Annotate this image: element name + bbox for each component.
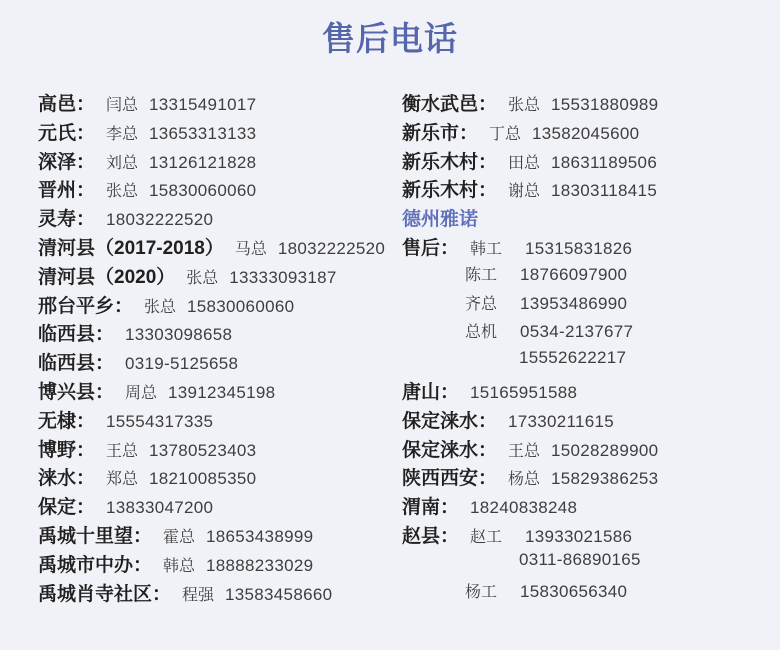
phone-number: 13780523403: [149, 440, 257, 460]
location-label: 涞水：: [38, 468, 96, 490]
location-label: 售后：: [402, 237, 460, 259]
contact-row: [38, 521, 402, 550]
contact-row: [38, 463, 402, 492]
phone-number: 13933021586: [525, 526, 633, 546]
section-title: 德州雅诺: [402, 209, 479, 231]
contact-name: 赵工: [470, 528, 503, 546]
contact-row: [38, 262, 402, 291]
phone-number: 18653438999: [206, 526, 314, 546]
contact-row: [402, 348, 780, 377]
contact-row: [38, 118, 402, 147]
contact-name: 田总: [508, 154, 541, 172]
contact-name: 齐总: [465, 295, 498, 313]
location-label: 新乐木村：: [402, 151, 498, 173]
location-label: 晋州：: [38, 180, 96, 202]
contact-name: 张总: [144, 298, 177, 316]
contact-row: [38, 291, 402, 320]
contact-name: 程强: [182, 586, 215, 604]
contact-name: 马总: [234, 240, 267, 258]
location-label: 新乐市：: [402, 122, 479, 144]
phone-number: 0534-2137677: [520, 322, 634, 342]
location-label: 赵县：: [402, 525, 460, 547]
contact-row: [38, 550, 402, 579]
contact-row: [402, 492, 780, 521]
contact-row: [402, 550, 780, 579]
contact-row: [38, 147, 402, 176]
location-label: 禹城市中办：: [38, 554, 153, 576]
section-header-dezhou-yanuo: [402, 204, 780, 233]
contact-name: 谢总: [508, 183, 541, 201]
location-label: 衡水武邑：: [402, 94, 498, 115]
contact-name: 王总: [508, 442, 541, 460]
contact-row: [402, 291, 780, 320]
phone-number: 18032222520: [277, 238, 386, 258]
location-label: 博野：: [38, 439, 96, 461]
contact-list-right: [402, 89, 780, 607]
phone-number: 15315831826: [525, 238, 633, 258]
contact-name: 总机: [465, 324, 498, 342]
phone-number: 15552622217: [519, 348, 627, 368]
contact-row: [38, 319, 402, 348]
phone-number: 13126121828: [149, 152, 257, 172]
contact-list-left: [38, 89, 402, 607]
contact-row: [38, 175, 402, 204]
phone-number: 15830060060: [187, 296, 295, 316]
contact-row: [402, 406, 780, 435]
contact-name: 刘总: [106, 154, 139, 172]
contact-row: [402, 521, 780, 550]
contact-name: 闫总: [106, 97, 139, 114]
location-label: 深泽：: [38, 151, 96, 173]
phone-number: 15830060060: [149, 181, 257, 201]
location-label: 禹城十里望：: [38, 525, 153, 547]
contact-name: 王总: [106, 442, 139, 460]
phone-number: 13912345198: [168, 382, 276, 402]
contact-row: [402, 463, 780, 492]
location-label: 清河县（2020）: [38, 266, 176, 288]
phone-number: 13653313133: [149, 123, 257, 143]
phone-number: 18888233029: [206, 555, 314, 575]
contact-name: 张总: [106, 183, 139, 201]
location-label: 元氏：: [38, 122, 96, 144]
contact-row: [38, 435, 402, 464]
phone-number: 15028289900: [551, 440, 659, 460]
contact-row: [402, 435, 780, 464]
contact-row: [38, 377, 402, 406]
phone-number: 13303098658: [125, 325, 233, 345]
contact-name: 丁总: [489, 125, 522, 143]
location-label: 新乐木村：: [402, 180, 498, 202]
contact-name: 张总: [186, 269, 219, 287]
phone-number: 18240838248: [470, 498, 578, 518]
contact-name: 韩工: [470, 240, 503, 258]
location-label: 临西县：: [38, 324, 115, 346]
contact-name: 霍总: [163, 528, 196, 546]
contact-row: [402, 233, 780, 262]
contact-row: [38, 492, 402, 521]
contact-row: [402, 118, 780, 147]
phone-number: 13333093187: [229, 267, 337, 287]
contact-row: [38, 579, 402, 608]
location-label: 邢台平乡：: [38, 295, 134, 317]
location-label: 清河县（2017-2018）: [38, 237, 224, 259]
location-label: 博兴县：: [38, 381, 115, 403]
contact-row: [402, 377, 780, 406]
phone-number: 18303118415: [551, 181, 658, 201]
phone-number: 0319-5125658: [125, 354, 239, 374]
location-label: 渭南：: [402, 497, 460, 519]
location-label: 保定涞水：: [402, 439, 498, 461]
contact-row: [402, 147, 780, 176]
location-label: 灵寿：: [38, 209, 96, 231]
phone-number: 13953486990: [520, 293, 628, 313]
phone-number: 13833047200: [106, 498, 214, 518]
contact-row: [38, 89, 402, 118]
phone-number: 15830656340: [520, 581, 628, 601]
phone-number: 17330211615: [508, 411, 615, 431]
location-label: 唐山：: [402, 381, 460, 403]
contact-name: 杨总: [508, 471, 541, 489]
contact-row: [38, 233, 402, 262]
contact-row: [402, 89, 780, 118]
contact-name: 李总: [106, 125, 139, 143]
contact-row: [402, 175, 780, 204]
phone-number: 18210085350: [149, 469, 257, 489]
contact-row: [402, 319, 780, 348]
contact-row: [402, 262, 780, 291]
phone-number: 0311-86890165: [519, 549, 641, 569]
contact-name: 周总: [125, 384, 158, 402]
location-label: 保定：: [38, 497, 96, 519]
phone-number: 15531880989: [551, 95, 659, 114]
phone-number: 15554317335: [106, 411, 214, 431]
location-label: 陕西西安：: [402, 468, 498, 490]
contact-columns: [0, 89, 780, 607]
phone-number: 13583458660: [225, 584, 333, 604]
phone-number: 18766097900: [520, 264, 628, 284]
phone-number: 13582045600: [532, 123, 640, 143]
contact-name: 杨工: [465, 583, 498, 601]
contact-row: [38, 348, 402, 377]
contact-row: [38, 406, 402, 435]
contact-name: 张总: [508, 97, 541, 114]
location-label: 保定涞水：: [402, 410, 498, 432]
contact-name: 韩总: [163, 557, 196, 575]
contact-name: 陈工: [465, 266, 498, 284]
contact-name: 郑总: [106, 471, 139, 489]
phone-number: 13315491017: [149, 95, 257, 114]
page-title: 售后电话: [322, 20, 458, 57]
location-label: 临西县：: [38, 353, 115, 375]
phone-number: 18032222520: [106, 210, 214, 230]
phone-number: 15165951588: [470, 382, 578, 402]
contact-row: [38, 204, 402, 233]
phone-number: 18631189506: [551, 152, 658, 172]
phone-number: 15829386253: [551, 469, 659, 489]
location-label: 禹城肖寺社区：: [38, 583, 172, 605]
contact-row: [402, 579, 780, 608]
location-label: 无棣：: [38, 410, 96, 432]
location-label: 高邑：: [38, 94, 96, 115]
